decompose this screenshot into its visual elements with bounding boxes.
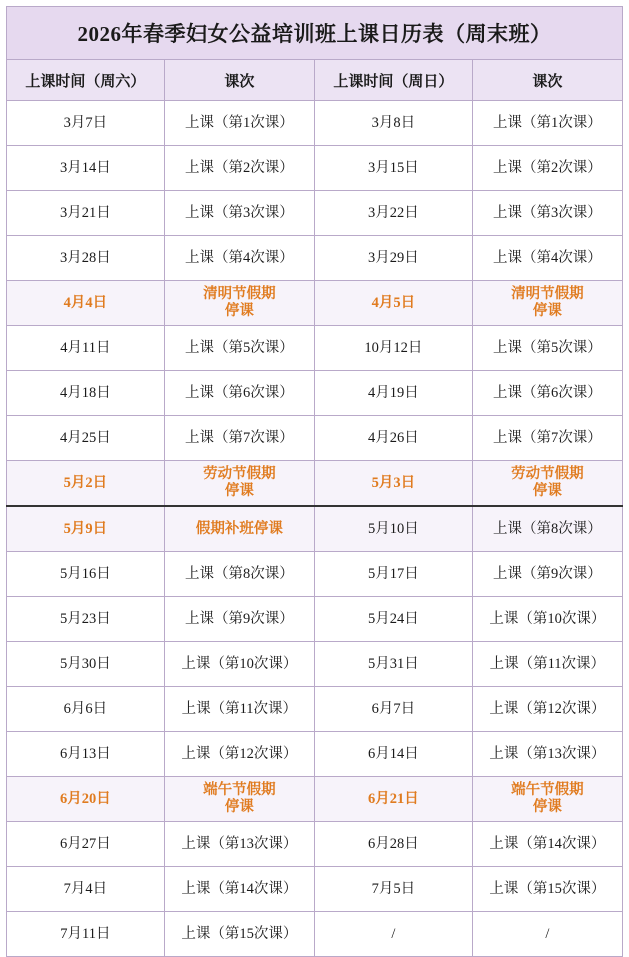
cell-sun-date: 5月31日 bbox=[314, 642, 472, 687]
cell-sat-date: 4月4日 bbox=[7, 281, 165, 326]
cell-sun-date: 4月26日 bbox=[314, 416, 472, 461]
cell-text-line: 劳动节假期 bbox=[203, 465, 276, 482]
table-row bbox=[7, 281, 623, 326]
cell-sun-session: 上课（第12次课） bbox=[472, 687, 622, 732]
table-row bbox=[7, 326, 623, 371]
cell-sat-session bbox=[164, 281, 314, 326]
cell-sun-date: 6月7日 bbox=[314, 687, 472, 732]
cell-sat-date: 7月4日 bbox=[7, 867, 165, 912]
table-row bbox=[7, 146, 623, 191]
column-header-sat-date: 上课时间（周六） bbox=[7, 60, 165, 101]
cell-sun-session: 上课（第2次课） bbox=[472, 146, 622, 191]
cell-sat-session: 上课（第8次课） bbox=[164, 552, 314, 597]
table-body bbox=[7, 7, 623, 957]
table-row bbox=[7, 732, 623, 777]
cell-sat-session: 上课（第12次课） bbox=[164, 732, 314, 777]
header-row bbox=[7, 60, 623, 101]
table-row bbox=[7, 371, 623, 416]
cell-sun-session: 上课（第8次课） bbox=[472, 506, 622, 552]
cell-sat-session: 上课（第3次课） bbox=[164, 191, 314, 236]
cell-sun-session: 上课（第11次课） bbox=[472, 642, 622, 687]
table-row bbox=[7, 867, 623, 912]
page-title: 2026年春季妇女公益培训班上课日历表（周末班） bbox=[7, 7, 623, 60]
cell-sat-date: 5月16日 bbox=[7, 552, 165, 597]
cell-sat-session: 上课（第1次课） bbox=[164, 101, 314, 146]
cell-sun-session bbox=[472, 777, 622, 822]
cell-text-line: 停课 bbox=[532, 799, 562, 815]
title-row bbox=[7, 7, 623, 60]
cell-sat-session: 上课（第13次课） bbox=[164, 822, 314, 867]
cell-sun-date: 5月17日 bbox=[314, 552, 472, 597]
table-row bbox=[7, 687, 623, 732]
cell-sat-date: 3月7日 bbox=[7, 101, 165, 146]
cell-sun-date: 6月21日 bbox=[314, 777, 472, 822]
table-row bbox=[7, 416, 623, 461]
cell-sun-session: 上课（第3次课） bbox=[472, 191, 622, 236]
training-calendar-table bbox=[6, 6, 623, 957]
cell-text-line: 停课 bbox=[532, 303, 562, 319]
cell-sun-date: / bbox=[314, 912, 472, 957]
cell-text-line: 停课 bbox=[224, 483, 254, 499]
cell-sun-date: 3月8日 bbox=[314, 101, 472, 146]
cell-sun-session: / bbox=[472, 912, 622, 957]
cell-sat-session bbox=[164, 461, 314, 507]
cell-sun-session: 上课（第9次课） bbox=[472, 552, 622, 597]
cell-sun-date: 6月28日 bbox=[314, 822, 472, 867]
cell-sun-session: 上课（第6次课） bbox=[472, 371, 622, 416]
cell-sat-session: 上课（第11次课） bbox=[164, 687, 314, 732]
cell-sat-date: 5月2日 bbox=[7, 461, 165, 507]
table-row bbox=[7, 461, 623, 507]
cell-text-line: 清明节假期 bbox=[511, 285, 584, 302]
cell-sat-session: 假期补班停课 bbox=[164, 506, 314, 552]
cell-sat-date: 6月20日 bbox=[7, 777, 165, 822]
table-row bbox=[7, 642, 623, 687]
table-row bbox=[7, 191, 623, 236]
cell-sun-session bbox=[472, 281, 622, 326]
cell-sat-date: 4月11日 bbox=[7, 326, 165, 371]
cell-sun-session: 上课（第7次课） bbox=[472, 416, 622, 461]
cell-sat-session: 上课（第7次课） bbox=[164, 416, 314, 461]
cell-sat-date: 4月25日 bbox=[7, 416, 165, 461]
cell-sun-date: 3月29日 bbox=[314, 236, 472, 281]
cell-sun-date: 5月3日 bbox=[314, 461, 472, 507]
cell-sun-session: 上课（第14次课） bbox=[472, 822, 622, 867]
cell-sat-session: 上课（第9次课） bbox=[164, 597, 314, 642]
cell-sun-date: 5月24日 bbox=[314, 597, 472, 642]
column-header-sun-date: 上课时间（周日） bbox=[314, 60, 472, 101]
cell-text-line: 停课 bbox=[224, 799, 254, 815]
table-row bbox=[7, 552, 623, 597]
cell-text-line: 停课 bbox=[532, 483, 562, 499]
cell-text-line: 端午节假期 bbox=[511, 781, 584, 798]
table-row bbox=[7, 777, 623, 822]
cell-sat-session: 上课（第10次课） bbox=[164, 642, 314, 687]
table-row bbox=[7, 912, 623, 957]
cell-sat-date: 6月6日 bbox=[7, 687, 165, 732]
table-row bbox=[7, 597, 623, 642]
cell-sun-session: 上课（第1次课） bbox=[472, 101, 622, 146]
cell-sat-date: 3月21日 bbox=[7, 191, 165, 236]
cell-sat-date: 3月14日 bbox=[7, 146, 165, 191]
cell-sat-session bbox=[164, 777, 314, 822]
cell-text-line: 清明节假期 bbox=[203, 285, 276, 302]
table-row bbox=[7, 822, 623, 867]
cell-sun-date: 6月14日 bbox=[314, 732, 472, 777]
cell-sun-session: 上课（第5次课） bbox=[472, 326, 622, 371]
cell-text-line: 端午节假期 bbox=[203, 781, 276, 798]
cell-text-line: 停课 bbox=[224, 303, 254, 319]
cell-sat-date: 3月28日 bbox=[7, 236, 165, 281]
cell-sun-date: 4月19日 bbox=[314, 371, 472, 416]
cell-sat-session: 上课（第4次课） bbox=[164, 236, 314, 281]
cell-sat-date: 7月11日 bbox=[7, 912, 165, 957]
cell-sun-session: 上课（第4次课） bbox=[472, 236, 622, 281]
cell-sat-date: 5月9日 bbox=[7, 506, 165, 552]
column-header-sun-session: 课次 bbox=[472, 60, 622, 101]
cell-sun-session: 上课（第15次课） bbox=[472, 867, 622, 912]
cell-sun-date: 5月10日 bbox=[314, 506, 472, 552]
cell-sun-date: 4月5日 bbox=[314, 281, 472, 326]
cell-sat-session: 上课（第15次课） bbox=[164, 912, 314, 957]
cell-sat-session: 上课（第14次课） bbox=[164, 867, 314, 912]
cell-sat-date: 6月27日 bbox=[7, 822, 165, 867]
cell-sat-date: 6月13日 bbox=[7, 732, 165, 777]
cell-sat-session: 上课（第2次课） bbox=[164, 146, 314, 191]
cell-sat-date: 5月30日 bbox=[7, 642, 165, 687]
column-header-sat-session: 课次 bbox=[164, 60, 314, 101]
cell-sun-date: 3月15日 bbox=[314, 146, 472, 191]
cell-sat-date: 4月18日 bbox=[7, 371, 165, 416]
table-row bbox=[7, 506, 623, 552]
cell-sat-session: 上课（第5次课） bbox=[164, 326, 314, 371]
cell-sun-session bbox=[472, 461, 622, 507]
cell-text-line: 劳动节假期 bbox=[511, 465, 584, 482]
cell-sat-session: 上课（第6次课） bbox=[164, 371, 314, 416]
table-row bbox=[7, 101, 623, 146]
cell-sun-date: 3月22日 bbox=[314, 191, 472, 236]
cell-sun-session: 上课（第10次课） bbox=[472, 597, 622, 642]
table-row bbox=[7, 236, 623, 281]
cell-sun-date: 7月5日 bbox=[314, 867, 472, 912]
cell-sat-date: 5月23日 bbox=[7, 597, 165, 642]
cell-sun-date: 10月12日 bbox=[314, 326, 472, 371]
cell-sun-session: 上课（第13次课） bbox=[472, 732, 622, 777]
